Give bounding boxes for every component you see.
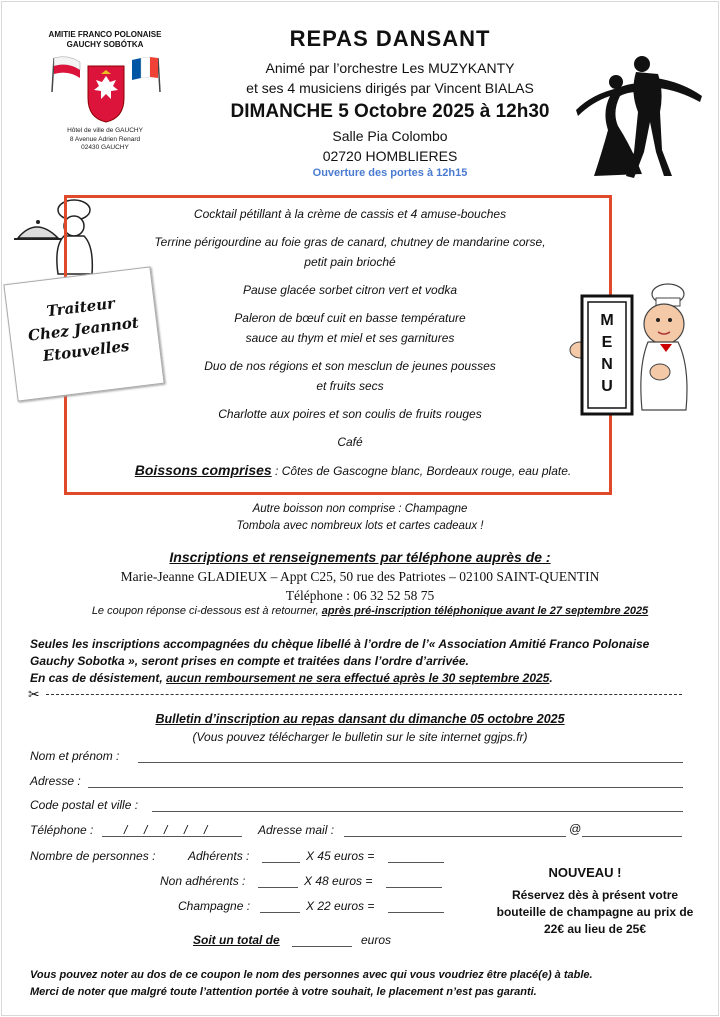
bulletin-subheading: (Vous pouvez télécharger le bulletin sur le site internet ggjps.fr) — [192, 730, 528, 744]
menu-item-terrine: Terrine périgourdine au foie gras de canard, chutney de mandarine corse, — [154, 235, 546, 249]
venue-name: Salle Pia Colombo — [332, 128, 448, 144]
menu-item-sorbet: Pause glacée sorbet citron vert et vodka — [242, 283, 458, 297]
members-count-field[interactable] — [262, 862, 300, 863]
address-label: Adresse : — [30, 774, 81, 788]
menu-item-cocktail: Cocktail pétillant à la crème de cassis et 4 amuse-bouches — [193, 207, 507, 221]
footer-line-2: Merci de noter que malgré toute l’attention portée à votre souhait, le placement n’est pas garanti. — [30, 986, 537, 998]
non-members-label: Non adhérents : — [160, 874, 246, 888]
champagne-price: X 22 euros = — [306, 899, 375, 913]
menu-item-paleron: Paleron de bœuf cuit en basse température — [234, 311, 466, 325]
menu-item-coffee: Café — [337, 435, 363, 449]
caterer-card: Traiteur Chez Jeannot Etouvelles — [3, 266, 164, 401]
total-unit: euros — [361, 933, 392, 947]
members-total-field[interactable] — [388, 862, 444, 863]
address-field[interactable] — [88, 787, 683, 788]
name-label: Nom et prénom : — [30, 749, 120, 763]
email-field-domain[interactable] — [582, 836, 682, 837]
orchestra-line: Animé par l’orchestre Les MUZYKANTY — [265, 60, 515, 76]
non-members-count-field[interactable] — [258, 887, 298, 888]
scissors-icon: ✂ — [28, 686, 40, 702]
flags-and-coat-of-arms-icon — [48, 52, 164, 124]
phone-separators: / / / / / — [124, 823, 208, 837]
email-at: @ — [569, 822, 582, 836]
inscriptions-heading: Inscriptions et renseignements par téléphone auprès de : — [169, 549, 551, 565]
doors-open: Ouverture des portes à 12h15 — [312, 167, 468, 179]
bulletin-heading: Bulletin d’inscription au repas dansant du dimanche 05 octobre 2025 — [155, 712, 565, 726]
non-members-total-field[interactable] — [386, 887, 442, 888]
tombola-note: Tombola avec nombreux lots et cartes cadeaux ! — [236, 520, 484, 532]
cut-line — [46, 694, 682, 695]
contact-phone: Téléphone : 06 32 52 58 75 — [285, 588, 435, 603]
menu-item-paleron-cont: sauce au thym et miel et ses garnitures — [245, 331, 455, 345]
champagne-label: Champagne : — [178, 899, 251, 913]
postal-field[interactable] — [152, 811, 683, 812]
drinks-line: Boissons comprises : Côtes de Gascogne blanc, Bordeaux rouge, eau plate. — [134, 462, 572, 478]
persons-label: Nombre de personnes : — [30, 849, 156, 863]
email-label: Adresse mail : — [258, 823, 335, 837]
org-name: AMITIE FRANCO POLONAISE GAUCHY SOBÓTKA — [48, 30, 162, 49]
non-members-price: X 48 euros = — [304, 874, 373, 888]
menu-item-cheese-cont: et fruits secs — [316, 379, 384, 393]
menu-sign-letters: M E N U — [600, 312, 614, 395]
new-offer-heading: NOUVEAU ! — [548, 865, 622, 880]
page-title: REPAS DANSANT — [289, 26, 491, 51]
total-label: Soit un total de — [193, 933, 280, 947]
coupon-note: Le coupon réponse ci-dessous est à retourner, après pré-inscription téléphonique avant le 27 septembre 2025 — [91, 605, 649, 617]
menu-item-terrine-cont: petit pain brioché — [304, 255, 396, 269]
rules-line-3: En cas de désistement, aucun remboursement ne sera effectué après le 30 septembre 2025. — [30, 671, 553, 685]
footer-line-1: Vous pouvez noter au dos de ce coupon le nom des personnes avec qui vous voudriez être placé(e) à table. — [30, 969, 593, 981]
extra-drink-note: Autre boisson non comprise : Champagne — [252, 503, 468, 515]
dancers-icon — [572, 52, 712, 184]
rules-line-2: Gauchy Sobotka », seront prises en compte et traitées dans l’ordre d’arrivée. — [30, 654, 469, 668]
postal-label: Code postal et ville : — [30, 798, 139, 812]
menu-item-cheese: Duo de nos régions et son mesclun de jeunes pousses — [204, 359, 496, 373]
musicians-line: et ses 4 musiciens dirigés par Vincent BIALAS — [246, 80, 534, 96]
contact-address: Marie-Jeanne GLADIEUX – Appt C25, 50 rue des Patriotes – 02100 SAINT-QUENTIN — [120, 569, 600, 584]
champagne-total-field[interactable] — [388, 912, 444, 913]
total-field[interactable] — [292, 946, 352, 947]
org-address: Hôtel de ville de GAUCHY 8 Avenue Adrien Renard 02430 GAUCHY — [67, 127, 143, 151]
new-offer-text: Réservez dès à présent votre bouteille de champagne au prix de 22€ au lieu de 25€ — [496, 888, 694, 936]
menu-item-dessert: Charlotte aux poires et son coulis de fruits rouges — [218, 407, 482, 421]
rules-line-1: Seules les inscriptions accompagnées du chèque libellé à l’ordre de l’« Association Amitié Franco Polonaise — [30, 637, 650, 651]
name-field[interactable] — [138, 762, 683, 763]
email-field-user[interactable] — [344, 836, 566, 837]
venue-city: 02720 HOMBLIERES — [322, 148, 458, 164]
champagne-count-field[interactable] — [260, 912, 300, 913]
phone-label: Téléphone : — [30, 823, 94, 837]
members-price: X 45 euros = — [306, 849, 375, 863]
event-date: DIMANCHE 5 Octobre 2025 à 12h30 — [230, 101, 550, 122]
members-label: Adhérents : — [188, 849, 250, 863]
